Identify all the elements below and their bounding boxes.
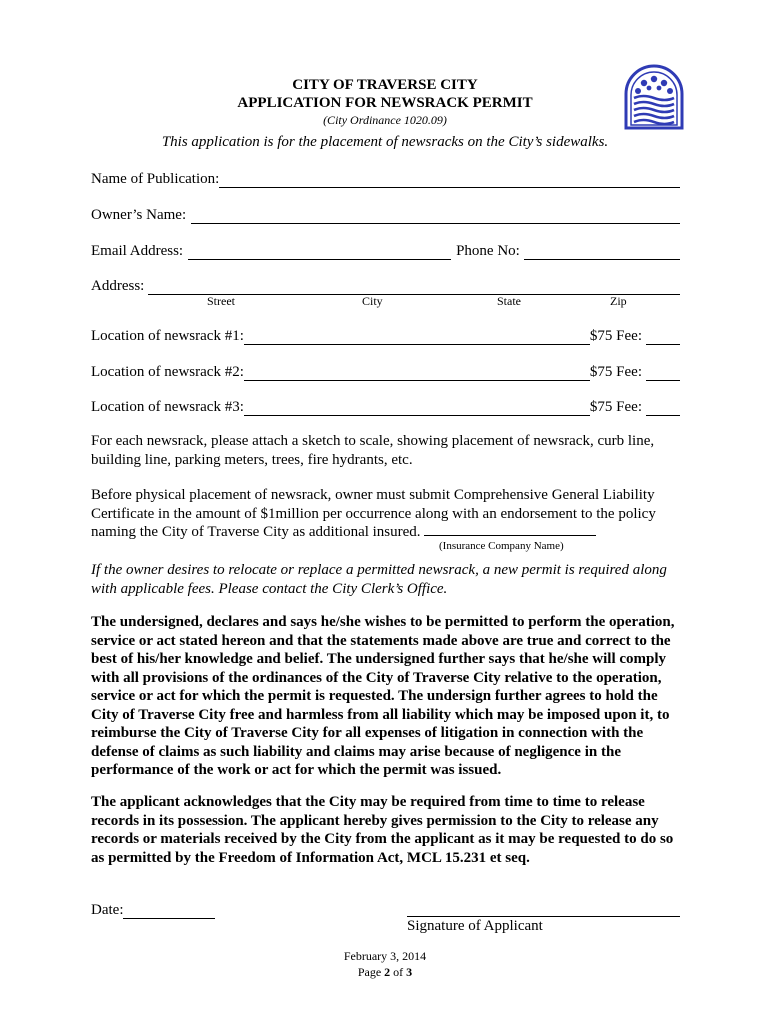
state-label: State [497,294,521,308]
page-total: 3 [406,965,413,979]
publication-label: Name of Publication: [91,171,220,187]
ordinance-subtitle: (City Ordinance 1020.09) [323,113,447,127]
date-row [91,902,215,919]
foia-paragraph: The applicant acknowledges that the City may be required from time to time to release records in its possession. The applicant hereby gives permission to the City to release any records or materials received by the City from the applicant as it may be requested to do so as permitted by the Freedom of Information Act, MCL 15.231 et seq. [91,794,674,866]
sketch-paragraph: For each newsrack, please attach a sketch to scale, showing placement of newsrack, curb line, building line, parking meters, trees, fire hydrants, etc. [91,433,655,468]
insurance-company-field[interactable] [424,523,596,536]
date-label: Date: [91,902,124,918]
signature-label: Signature of Applicant [407,918,543,934]
fee2-label: $75 Fee: [589,364,642,380]
signature-field[interactable] [407,916,680,917]
street-label: Street [207,294,235,308]
publication-field[interactable] [219,173,680,188]
address-label: Address: [91,278,145,294]
owner-field[interactable] [191,209,680,224]
page-word: Page [357,965,382,979]
location2-field[interactable] [244,366,590,381]
intro-text: This application is for the placement of newsracks on the City’s sidewalks. [161,134,609,150]
fee2-field[interactable] [646,366,680,381]
email-label: Email Address: [91,243,184,259]
insurance-company-label: (Insurance Company Name) [439,540,564,552]
location2-label: Location of newsrack #2: [91,364,244,380]
zip-label: Zip [610,294,627,308]
city-label: City [362,294,383,308]
insurance-text: Before physical placement of newsrack, owner must submit Comprehensive General Liability Certificate in the amount of $1million per occurrence along with an endorsement to the policy naming the City of Traverse City as additional insured. [91,487,656,540]
location3-field[interactable] [244,401,590,416]
address-field[interactable] [148,280,680,295]
location1-field[interactable] [244,330,590,345]
publication-row [91,168,680,188]
page-footer [0,948,770,980]
page-current: 2 [384,965,391,979]
relocate-paragraph: If the owner desires to relocate or replace a permitted newsrack, a new permit is required along with applicable fees. Please contact the City Clerk’s Office. [91,562,667,597]
of-word: of [393,965,404,979]
owner-label: Owner’s Name: [91,207,187,223]
location3-label: Location of newsrack #3: [91,399,244,415]
fee1-label: $75 Fee: [589,328,642,344]
location1-row [91,325,680,345]
phone-field[interactable] [524,245,680,260]
location2-row [91,361,680,381]
address-row [91,275,680,295]
declaration-paragraph: The undersigned, declares and says he/she wishes to be permitted to perform the operation, service or act stated hereon and that the statements made above are true and correct to the best of his/her knowledge and belief. The undersigned further says that he/she will comply with all provisions of the ordinances of the City of Traverse City relative to the operation, service or act for which the permit is requested. The undersign further agrees to hold the City of Traverse City free and harmless from all liability which may be imposed upon it, to reimburse the City of Traverse City for all expenses of litigation in connection with the defense of claims as such liability and claims may arise because of negligence in the performance of the work or act for which the permit was issued. [91,614,675,778]
location3-row [91,396,680,416]
title-city: CITY OF TRAVERSE CITY [292,77,478,93]
fee3-label: $75 Fee: [589,399,642,415]
fee3-field[interactable] [646,401,680,416]
phone-label: Phone No: [456,243,520,259]
email-field[interactable] [188,245,451,260]
owner-row [91,204,680,224]
contact-row [91,240,680,260]
title-application: APPLICATION FOR NEWSRACK PERMIT [237,95,533,111]
page-number [0,964,770,980]
date-field[interactable] [123,904,215,919]
fee1-field[interactable] [646,330,680,345]
footer-date: February 3, 2014 [343,949,427,963]
city-seal-icon [622,64,686,130]
location1-label: Location of newsrack #1: [91,328,244,344]
insurance-paragraph [91,486,681,542]
